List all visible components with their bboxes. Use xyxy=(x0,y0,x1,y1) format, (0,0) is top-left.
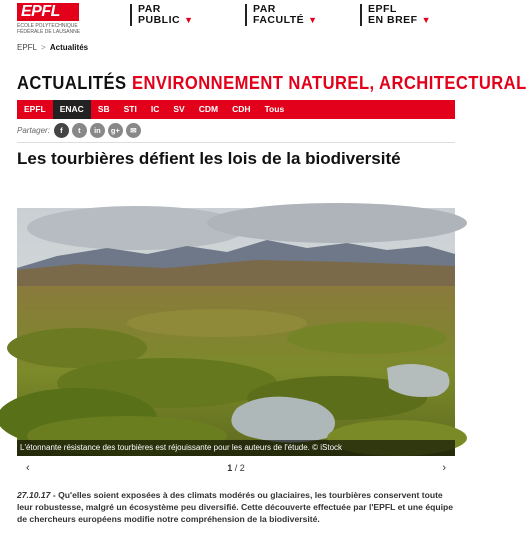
nav-label-line1: PAR xyxy=(253,3,276,15)
tab-enac[interactable]: ENAC xyxy=(53,100,91,119)
nav-label-line1: EPFL xyxy=(368,3,397,15)
nav-par-public[interactable] xyxy=(130,4,245,26)
image-pager xyxy=(17,462,455,476)
tab-sb[interactable]: SB xyxy=(97,104,110,114)
pager-count xyxy=(17,463,455,473)
tab-cdm[interactable]: CDM xyxy=(198,104,219,114)
photo-caption: L'étonnante résistance des tourbières est réjouissante pour les auteurs de l'étude. © iStock xyxy=(17,440,455,456)
nav-epfl-en-bref[interactable] xyxy=(360,4,475,26)
google-plus-icon[interactable]: g+ xyxy=(108,123,123,138)
dropdown-arrow-icon: ▼ xyxy=(308,15,318,25)
pager-separator: / xyxy=(234,463,238,473)
epfl-logo[interactable] xyxy=(17,3,87,35)
breadcrumb-current[interactable]: Actualités xyxy=(49,43,89,52)
nav-label-line2: EN BREF xyxy=(368,14,418,26)
share-bar xyxy=(17,123,144,138)
top-navigation xyxy=(130,4,475,26)
section-title xyxy=(17,73,527,94)
section-title-main: ACTUALITÉS xyxy=(17,73,127,93)
tab-epfl[interactable]: EPFL xyxy=(24,104,46,114)
breadcrumb-home-link[interactable]: EPFL xyxy=(17,43,37,52)
article-lede xyxy=(17,489,455,525)
article-lede-text: - Qu'elles soient exposées à des climats modérés ou glaciaires, les tourbières conservent toute leur robustesse, malgré un écosystème peu diversifié. Cette découverte effectuée par l'EPFL et une équipe de chercheurs européens modifie notre compréhension de la biodiversité. xyxy=(17,490,454,524)
pager-current: 1 xyxy=(227,463,233,473)
breadcrumb-separator: > xyxy=(40,43,46,52)
tab-cdh[interactable]: CDH xyxy=(232,104,251,114)
nav-par-faculte[interactable] xyxy=(245,4,360,26)
linkedin-icon[interactable]: in xyxy=(90,123,105,138)
email-icon[interactable]: ✉ xyxy=(126,123,141,138)
dropdown-arrow-icon: ▼ xyxy=(184,15,194,25)
previous-arrow-icon[interactable]: ‹ xyxy=(26,462,30,474)
pager-total: 2 xyxy=(239,463,245,473)
nav-label-line2: FACULTÉ xyxy=(253,14,305,26)
nav-label-line1: PAR xyxy=(138,3,161,15)
twitter-icon[interactable]: t xyxy=(72,123,87,138)
breadcrumb xyxy=(17,43,88,52)
nav-label-line2: PUBLIC xyxy=(138,14,181,26)
tab-tous[interactable]: Tous xyxy=(264,104,285,114)
section-title-sub: ENVIRONNEMENT NATUREL, ARCHITECTURAL xyxy=(132,73,527,93)
tab-ic[interactable]: IC xyxy=(150,104,160,114)
divider xyxy=(17,142,455,143)
article-title: Les tourbières défient les lois de la biodiversité xyxy=(17,149,401,168)
share-label: Partager: xyxy=(17,126,50,135)
tab-sv[interactable]: SV xyxy=(173,104,185,114)
next-arrow-icon[interactable]: › xyxy=(442,462,446,474)
logo-mark: EPFL xyxy=(17,3,79,21)
tab-sti[interactable]: STI xyxy=(123,104,137,114)
article-photo[interactable] xyxy=(17,208,455,456)
peatland-landscape-image xyxy=(17,208,455,456)
dropdown-arrow-icon: ▼ xyxy=(421,15,432,25)
faculty-tabs xyxy=(17,100,455,119)
article-date: 27.10.17 xyxy=(17,490,51,500)
facebook-icon[interactable]: f xyxy=(54,123,69,138)
logo-subtitle: ÉCOLE POLYTECHNIQUE FÉDÉRALE DE LAUSANNE xyxy=(17,23,81,35)
